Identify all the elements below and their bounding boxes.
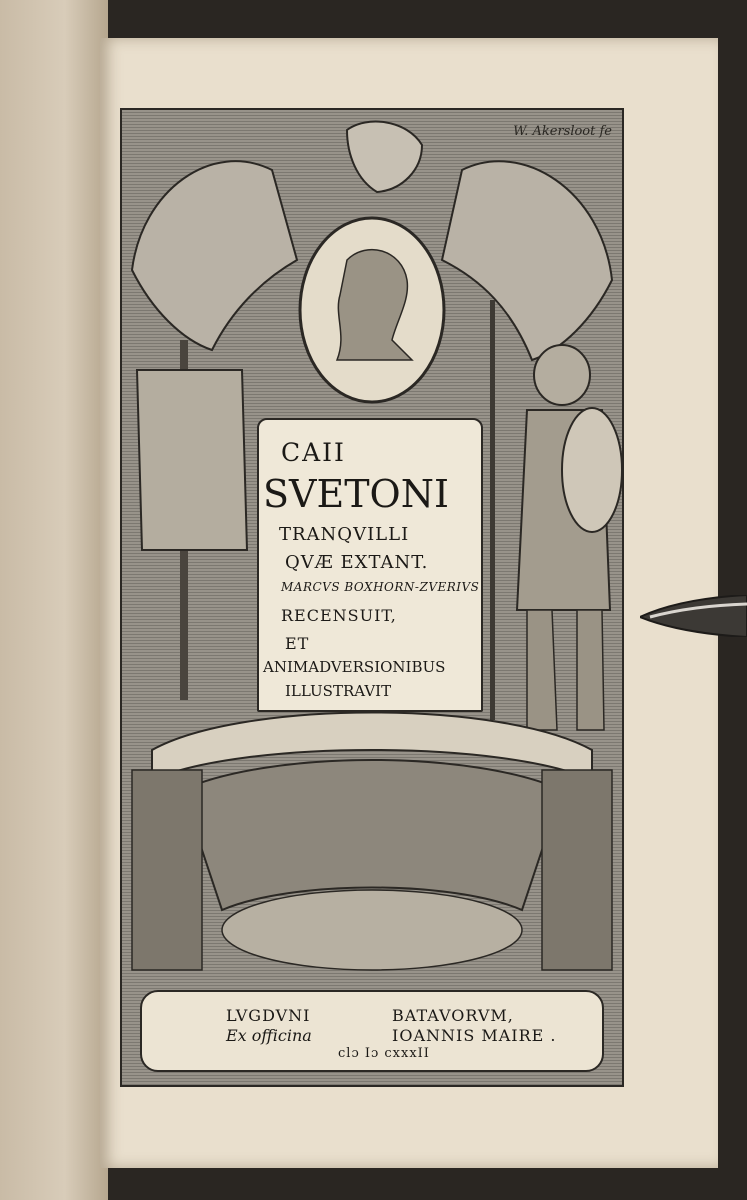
eagle-head	[347, 122, 422, 192]
imprint-city-b: BATAVORVM,	[392, 1006, 514, 1025]
title-line-1: CAII	[281, 438, 346, 467]
arcade-left	[132, 770, 202, 970]
soldier-helmet	[534, 345, 590, 405]
title-line-4: QVÆ EXTANT.	[285, 552, 429, 573]
imprint-printer-a: Ex officina	[226, 1026, 312, 1045]
left-page	[0, 0, 108, 1200]
imprint-city-a: LVGDVNI	[226, 1006, 311, 1025]
amphitheatre-tiers	[182, 760, 562, 910]
title-line-7: ET	[285, 634, 310, 653]
editor-line: MARCVS BOXHORN-ZVERIVS	[281, 580, 480, 594]
page-pointer	[640, 595, 747, 637]
soldier-spear	[490, 300, 495, 720]
eagle-left-wing	[132, 161, 297, 350]
eagle-right-wing	[442, 161, 612, 360]
engraver-signature: W. Akersloot fe	[513, 124, 612, 139]
title-line-8: ANIMADVERSIONIBUS	[263, 658, 446, 676]
amphitheatre-arena	[222, 890, 522, 970]
title-line-6: RECENSUIT,	[281, 606, 397, 625]
imprint-printer-b: IOANNIS MAIRE .	[392, 1026, 557, 1045]
soldier-legs	[527, 610, 604, 730]
title-cartouche	[257, 418, 483, 712]
military-cloak	[137, 370, 247, 550]
arcade-right	[542, 770, 612, 970]
imprint-scroll	[140, 990, 604, 1072]
soldier-shield	[562, 408, 622, 532]
title-line-9: ILLUSTRAVIT	[285, 682, 392, 700]
title-line-3: TRANQVILLI	[279, 524, 410, 545]
engraved-frontispiece	[120, 108, 624, 1087]
title-line-2: SVETONI	[263, 472, 449, 516]
imprint-year: clɔ Iɔ cxxxII	[338, 1046, 430, 1061]
